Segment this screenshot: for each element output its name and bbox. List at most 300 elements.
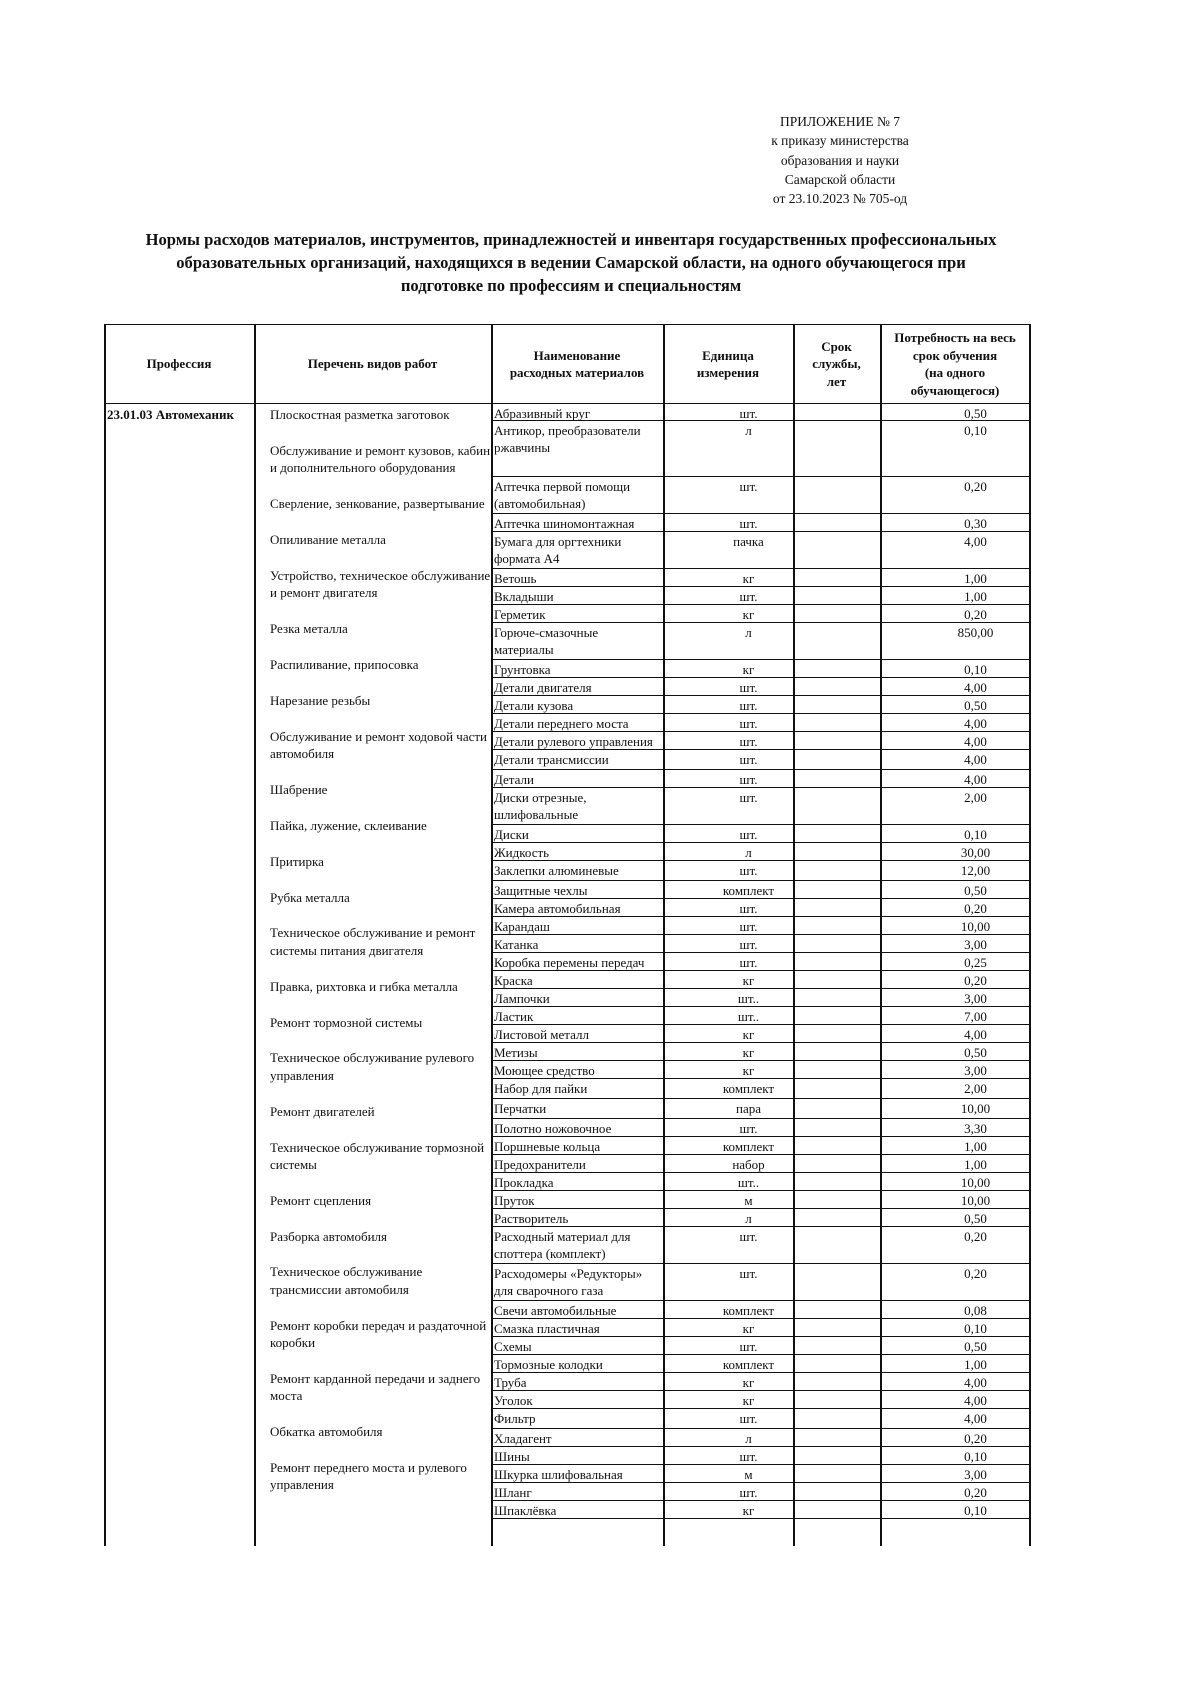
header-service-life: Срок службы, лет (812, 338, 861, 389)
work-item: Ремонт двигателей (270, 1103, 375, 1119)
table-row (492, 1429, 1030, 1447)
material-name-line: Шкурка шлифовальная (494, 1467, 623, 1482)
need-cell: 4,00 (964, 752, 987, 767)
material-name-line: материалы (494, 642, 554, 657)
appendix-line: Самарской области (784, 171, 896, 187)
material-name (494, 1120, 662, 1137)
table-row (492, 788, 1030, 825)
table-row (492, 1391, 1030, 1409)
work-item: Пайка, лужение, склеивание (270, 817, 427, 833)
need-cell: 0,20 (964, 901, 987, 916)
table-row (492, 1099, 1030, 1119)
need-cell: 0,20 (964, 1431, 987, 1446)
need-cell: 0,25 (964, 955, 987, 970)
table-row (492, 1227, 1030, 1264)
material-name (494, 882, 662, 899)
table-row (492, 569, 1030, 587)
unit-cell: комплект (722, 883, 775, 898)
unit-cell: комплект (722, 1139, 775, 1154)
need-cell: 4,00 (964, 534, 987, 549)
unit-cell: шт. (739, 1339, 758, 1354)
work-item: Правка, рихтовка и гибка металла (270, 978, 458, 994)
unit-cell: шт. (739, 790, 758, 805)
header-materials: Наименование расходных материалов (509, 347, 645, 380)
need-cell: 3,30 (964, 1121, 987, 1136)
table-row (492, 477, 1030, 514)
unit-cell: шт. (739, 1266, 758, 1281)
work-item: Ремонт карданной передачи и заднего моста (270, 1370, 481, 1404)
material-name-line: Расходный материал для (494, 1229, 631, 1244)
material-name-line: Свечи автомобильные (494, 1303, 617, 1318)
table-row (492, 861, 1030, 881)
material-name-line: Диски отрезные, (494, 790, 587, 805)
material-name-line: для сварочного газа (494, 1283, 604, 1298)
material-name-line: Коробка перемены передач (494, 955, 645, 970)
table-row (492, 825, 1030, 843)
material-name (494, 1484, 662, 1501)
need-cell: 0,10 (964, 1321, 987, 1336)
material-name-line: Смазка пластичная (494, 1321, 600, 1336)
material-name (494, 1192, 662, 1209)
material-name-line: Расходомеры «Редукторы» (494, 1266, 643, 1281)
material-name-line: Растворитель (494, 1211, 569, 1226)
material-name (494, 1100, 662, 1117)
material-name-line: Вкладыши (494, 589, 554, 604)
table-row (492, 421, 1030, 477)
material-name-line: Заклепки алюминевые (494, 863, 619, 878)
table-row (492, 1355, 1030, 1373)
table-row (492, 623, 1030, 660)
material-name (494, 1008, 662, 1025)
material-name-line: Горюче-смазочные (494, 625, 599, 640)
material-name-line: Карандаш (494, 919, 550, 934)
unit-cell: кг (742, 1375, 755, 1390)
material-name (494, 1374, 662, 1391)
material-name (494, 1448, 662, 1465)
material-name (494, 1044, 662, 1061)
need-cell: 4,00 (964, 772, 987, 787)
material-name (494, 862, 662, 879)
need-cell: 4,00 (964, 1411, 987, 1426)
material-name-line: Метизы (494, 1045, 538, 1060)
material-name-line: Хладагент (494, 1431, 552, 1446)
works-list (270, 406, 492, 1556)
table-header (104, 324, 1030, 404)
material-name-line: Аптечка шиномонтажная (494, 516, 635, 531)
material-name (494, 570, 662, 587)
need-cell: 0,10 (964, 1503, 987, 1518)
unit-cell: шт.. (737, 1175, 760, 1190)
material-name (494, 751, 662, 768)
material-name (494, 1265, 662, 1299)
table-row (492, 935, 1030, 953)
material-name (494, 1502, 662, 1519)
material-name-line: Полотно ножовочное (494, 1121, 612, 1136)
need-cell: 4,00 (964, 1027, 987, 1042)
material-name (494, 1156, 662, 1173)
unit-cell: комплект (722, 1081, 775, 1096)
unit-cell: шт. (739, 827, 758, 842)
need-cell: 10,00 (960, 1175, 991, 1190)
material-name (494, 1356, 662, 1373)
need-cell: 0,50 (964, 1045, 987, 1060)
material-name-line: Детали рулевого управления (494, 734, 653, 749)
work-item: Устройство, техническое обслуживание и ремонт двигателя (270, 567, 491, 601)
need-cell: 3,00 (964, 1467, 987, 1482)
table-row (492, 989, 1030, 1007)
material-name-line: Шпаклёвка (494, 1503, 557, 1518)
material-name-line: Грунтовка (494, 662, 551, 677)
column-divider (104, 324, 106, 1546)
table-row (492, 1155, 1030, 1173)
unit-cell: м (744, 1467, 753, 1482)
material-name (494, 697, 662, 714)
unit-cell: пачка (733, 534, 764, 549)
need-cell: 0,10 (964, 662, 987, 677)
need-cell: 0,50 (964, 406, 987, 421)
material-name (494, 936, 662, 953)
work-item: Техническое обслуживание рулевого управления (270, 1050, 475, 1083)
unit-cell: комплект (722, 1357, 775, 1372)
material-name (494, 1138, 662, 1155)
unit-cell: л (745, 845, 752, 860)
work-item: Шабрение (270, 781, 328, 797)
unit-cell: л (745, 1211, 752, 1226)
unit-cell: кг (742, 973, 755, 988)
material-name-line: Шланг (494, 1485, 532, 1500)
need-cell: 1,00 (964, 1139, 987, 1154)
material-name (494, 826, 662, 843)
material-name-line: Пруток (494, 1193, 535, 1208)
material-name (494, 606, 662, 623)
table-row (492, 678, 1030, 696)
work-item: Обслуживание и ремонт ходовой части автомобиля (270, 728, 488, 762)
material-name-line: Антикор, преобразователи (494, 423, 641, 438)
need-cell: 4,00 (964, 1375, 987, 1390)
unit-cell: комплект (722, 1303, 775, 1318)
table-row (492, 660, 1030, 678)
unit-cell: набор (732, 1157, 765, 1172)
table-row (492, 605, 1030, 623)
material-name (494, 1466, 662, 1483)
unit-cell: кг (742, 1063, 755, 1078)
header-need: Потребность на весь срок обучения (на одного обучающегося) (894, 330, 1016, 398)
unit-cell: шт.. (737, 991, 760, 1006)
need-cell: 1,00 (964, 1357, 987, 1372)
material-name-line: Краска (494, 973, 533, 988)
material-name (494, 1228, 662, 1262)
work-item: Обслуживание и ремонт кузовов, кабин и дополнительного оборудования (270, 442, 491, 476)
table-row (492, 587, 1030, 605)
need-cell: 0,20 (964, 479, 987, 494)
material-name (494, 1210, 662, 1227)
need-cell: 0,10 (964, 423, 987, 438)
table-row (492, 953, 1030, 971)
need-cell: 850,00 (957, 625, 994, 640)
work-item: Ремонт тормозной системы (270, 1014, 423, 1030)
table-row (492, 404, 1030, 421)
work-item: Нарезание резьбы (270, 692, 371, 708)
material-name-line: Защитные чехлы (494, 883, 588, 898)
material-name (494, 1302, 662, 1319)
work-item: Техническое обслуживание тормозной системы (270, 1139, 485, 1172)
unit-cell: шт. (739, 406, 758, 421)
need-cell: 0,20 (964, 1229, 987, 1244)
need-cell: 0,50 (964, 698, 987, 713)
material-name-line: Труба (494, 1375, 527, 1390)
material-name-line: Абразивный круг (494, 406, 591, 421)
material-name (494, 1080, 662, 1097)
unit-cell: шт.. (737, 1009, 760, 1024)
material-name (494, 990, 662, 1007)
material-name-line: Перчатки (494, 1101, 547, 1116)
unit-cell: шт. (739, 937, 758, 952)
material-name-line: Детали (494, 772, 534, 787)
need-cell: 12,00 (960, 863, 991, 878)
material-name-line: Бумага для оргтехники (494, 534, 622, 549)
material-name-line: Поршневые кольца (494, 1139, 601, 1154)
need-cell: 0,10 (964, 827, 987, 842)
work-item: Рубка металла (270, 889, 350, 905)
unit-cell: шт. (739, 1449, 758, 1464)
material-name (494, 1174, 662, 1191)
table-row (492, 770, 1030, 788)
unit-cell: шт. (739, 680, 758, 695)
material-name-line: Набор для пайки (494, 1081, 588, 1096)
unit-cell: шт. (739, 1229, 758, 1244)
need-cell: 0,20 (964, 973, 987, 988)
unit-cell: шт. (739, 516, 758, 531)
material-name (494, 918, 662, 935)
need-cell: 0,08 (964, 1303, 987, 1318)
work-item: Обкатка автомобиля (270, 1424, 383, 1440)
material-name (494, 661, 662, 678)
profession-cell: 23.01.03 Автомеханик (107, 407, 234, 422)
need-cell: 0,50 (964, 1339, 987, 1354)
table-row (492, 696, 1030, 714)
appendix-header (735, 112, 945, 208)
work-item: Распиливание, припосовка (270, 656, 419, 672)
unit-cell: л (745, 1431, 752, 1446)
need-cell: 4,00 (964, 680, 987, 695)
appendix-line: образования и науки (780, 152, 900, 168)
material-name (494, 624, 662, 658)
need-cell: 7,00 (964, 1009, 987, 1024)
material-name-line: Катанка (494, 937, 539, 952)
unit-cell: кг (742, 1027, 755, 1042)
material-name-line: Детали трансмиссии (494, 752, 609, 767)
material-name-line: споттера (комплект) (494, 1246, 606, 1261)
need-cell: 2,00 (964, 1081, 987, 1096)
unit-cell: кг (742, 571, 755, 586)
table-row (492, 1191, 1030, 1209)
title-line: образовательных организаций, находящихся в ведении Самарской области, на одного обучающегося при (176, 253, 966, 272)
table-row (492, 899, 1030, 917)
material-name (494, 679, 662, 696)
need-cell: 0,10 (964, 1449, 987, 1464)
unit-cell: шт. (739, 734, 758, 749)
table-row (492, 714, 1030, 732)
material-name (494, 771, 662, 788)
unit-cell: л (745, 625, 752, 640)
table-row (492, 843, 1030, 861)
need-cell: 4,00 (964, 734, 987, 749)
material-name (494, 972, 662, 989)
title-line: подготовке по профессиям и специальностям (400, 276, 742, 295)
need-cell: 10,00 (960, 1193, 991, 1208)
need-cell: 4,00 (964, 716, 987, 731)
table-row (492, 971, 1030, 989)
need-cell: 0,20 (964, 607, 987, 622)
material-name-line: Детали переднего моста (494, 716, 629, 731)
header-profession: Профессия (146, 356, 212, 372)
material-name (494, 715, 662, 732)
material-name-line: Аптечка первой помощи (494, 479, 631, 494)
work-item: Плоскостная разметка заготовок (270, 407, 450, 422)
material-name-line: Герметик (494, 607, 546, 622)
table-row (492, 1501, 1030, 1519)
appendix-line: ПРИЛОЖЕНИЕ № 7 (779, 114, 901, 129)
material-name-line: Детали кузова (494, 698, 574, 713)
material-name (494, 478, 662, 512)
need-cell: 4,00 (964, 1393, 987, 1408)
unit-cell: кг (742, 607, 755, 622)
table-row (492, 1061, 1030, 1079)
table-row (492, 1483, 1030, 1501)
unit-cell: кг (742, 1321, 755, 1336)
title-line: Нормы расходов материалов, инструментов, принадлежностей и инвентаря государственных профессиональных (145, 230, 997, 249)
material-name (494, 515, 662, 532)
need-cell: 3,00 (964, 1063, 987, 1078)
unit-cell: шт. (739, 1411, 758, 1426)
material-name-line: Листовой металл (494, 1027, 590, 1042)
unit-cell: пара (736, 1101, 761, 1116)
table-row (492, 1025, 1030, 1043)
material-name-line: Ластик (494, 1009, 534, 1024)
unit-cell: л (745, 423, 752, 438)
table-row (492, 1447, 1030, 1465)
table-row (492, 1079, 1030, 1099)
unit-cell: м (744, 1193, 753, 1208)
material-name-line: Жидкость (494, 845, 550, 860)
need-cell: 0,50 (964, 883, 987, 898)
material-name (494, 900, 662, 917)
material-name-line: Моющее средство (494, 1063, 595, 1078)
table-row (492, 1137, 1030, 1155)
need-cell: 0,50 (964, 1211, 987, 1226)
material-name-line: Шины (494, 1449, 530, 1464)
material-name (494, 405, 662, 422)
column-divider (254, 324, 256, 1546)
material-name (494, 422, 662, 456)
header-works: Перечень видов работ (307, 356, 438, 372)
material-name (494, 1026, 662, 1043)
table-row (492, 1319, 1030, 1337)
table-row (492, 1043, 1030, 1061)
document-title (96, 228, 1046, 297)
material-name-line: Тормозные колодки (494, 1357, 603, 1372)
table-row (492, 750, 1030, 770)
material-name-line: Схемы (494, 1339, 532, 1354)
material-name-line: (автомобильная) (494, 496, 586, 511)
need-cell: 3,00 (964, 937, 987, 952)
table-row (492, 1373, 1030, 1391)
material-name (494, 1410, 662, 1427)
material-name (494, 733, 662, 750)
unit-cell: кг (742, 1503, 755, 1518)
table-row (492, 1007, 1030, 1025)
unit-cell: шт. (739, 716, 758, 731)
work-item: Ремонт переднего моста и рулевого управления (270, 1459, 467, 1493)
table-row (492, 732, 1030, 750)
need-cell: 10,00 (960, 919, 991, 934)
material-name (494, 1430, 662, 1447)
material-name (494, 533, 662, 567)
material-name (494, 1320, 662, 1337)
table-row (492, 1264, 1030, 1301)
need-cell: 30,00 (960, 845, 991, 860)
table-row (492, 1409, 1030, 1429)
table-row (492, 1465, 1030, 1483)
table-row (492, 1209, 1030, 1227)
material-name-line: Фильтр (494, 1411, 536, 1426)
table-row (492, 1337, 1030, 1355)
unit-cell: шт. (739, 752, 758, 767)
appendix-line: к приказу министерства (771, 133, 909, 149)
need-cell: 0,30 (964, 516, 987, 531)
unit-cell: шт. (739, 1121, 758, 1136)
table-row (492, 1173, 1030, 1191)
material-name-line: ржавчины (494, 440, 551, 455)
material-name (494, 1062, 662, 1079)
table-row (492, 881, 1030, 899)
unit-cell: шт. (739, 698, 758, 713)
table-row (492, 514, 1030, 532)
material-name-line: Детали двигателя (494, 680, 592, 695)
need-cell: 1,00 (964, 1157, 987, 1172)
appendix-line: от 23.10.2023 № 705-од (772, 191, 908, 207)
table-row (492, 1301, 1030, 1319)
unit-cell: кг (742, 662, 755, 677)
work-item: Техническое обслуживание трансмиссии автомобиля (270, 1264, 423, 1297)
unit-cell: шт. (739, 772, 758, 787)
material-name-line: Уголок (494, 1393, 533, 1408)
need-cell: 10,00 (960, 1101, 991, 1116)
material-name-line: Ветошь (494, 571, 537, 586)
material-name-line: Камера автомобильная (494, 901, 621, 916)
unit-cell: шт. (739, 955, 758, 970)
work-item: Ремонт сцепления (270, 1192, 372, 1208)
header-unit: Единица измерения (696, 347, 760, 380)
need-cell: 1,00 (964, 589, 987, 604)
material-name-line: Прокладка (494, 1175, 554, 1190)
table-row (492, 1119, 1030, 1137)
material-name (494, 1392, 662, 1409)
material-name-line: Диски (494, 827, 529, 842)
work-item: Резка металла (270, 621, 348, 637)
work-item: Ремонт коробки передач и раздаточной коробки (270, 1317, 487, 1350)
unit-cell: кг (742, 1045, 755, 1060)
work-item: Техническое обслуживание и ремонт системы питания двигателя (270, 925, 476, 958)
material-name-line: формата А4 (494, 551, 560, 566)
table-row (492, 917, 1030, 935)
material-name (494, 954, 662, 971)
need-cell: 3,00 (964, 991, 987, 1006)
unit-cell: шт. (739, 863, 758, 878)
material-name (494, 844, 662, 861)
need-cell: 1,00 (964, 571, 987, 586)
work-item: Разборка автомобиля (270, 1228, 387, 1244)
